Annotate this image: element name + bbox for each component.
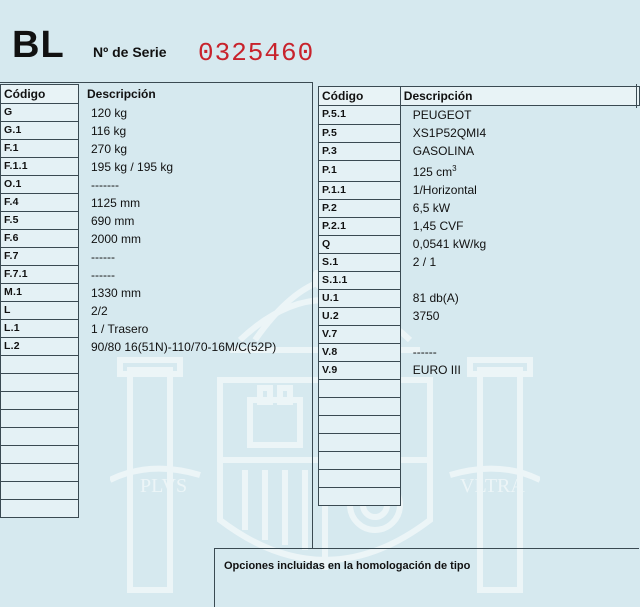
spec-value [400, 469, 639, 487]
table-row [1, 338, 328, 356]
spec-value [400, 124, 639, 142]
spec-value [79, 428, 328, 446]
spec-code: P.5.1 [319, 106, 401, 125]
spec-value [79, 482, 328, 500]
spec-code [1, 374, 79, 392]
table-row [1, 140, 328, 158]
spec-value [400, 142, 639, 160]
table-row [319, 199, 640, 217]
spec-code: V.7 [319, 325, 401, 343]
spec-code: P.1 [319, 160, 401, 181]
spec-code [319, 379, 401, 397]
spec-value-text: ------ [412, 345, 437, 359]
table-row [1, 122, 328, 140]
table-row [319, 160, 640, 181]
options-label: Opciones incluidas en la homologación de tipo [224, 560, 471, 572]
spec-value-superscript: 3 [452, 164, 457, 173]
table-row [1, 212, 328, 230]
table-row [1, 392, 328, 410]
spec-value [400, 217, 639, 235]
spec-code: F.5 [1, 212, 79, 230]
spec-code: P.3 [319, 142, 401, 160]
spec-value [79, 410, 328, 428]
spec-value [79, 176, 328, 194]
left-spec-rows [1, 104, 328, 518]
spec-value [400, 451, 639, 469]
right-code-header: Código [319, 87, 401, 106]
spec-value [400, 379, 639, 397]
spec-value [400, 361, 639, 379]
table-row [1, 158, 328, 176]
spec-value [400, 307, 639, 325]
spec-code [319, 469, 401, 487]
table-row [319, 124, 640, 142]
spec-code: U.2 [319, 307, 401, 325]
spec-code: G.1 [1, 122, 79, 140]
spec-value [79, 356, 328, 374]
spec-value-text: PEUGEOT [412, 108, 472, 122]
spec-value-text: 81 db(A) [412, 291, 459, 305]
spec-value [400, 181, 639, 199]
left-table-right-rule [312, 82, 313, 548]
spec-code: F.7.1 [1, 266, 79, 284]
serie-label: Nº de Serie [93, 44, 167, 60]
spec-code: O.1 [1, 176, 79, 194]
spec-value [79, 104, 328, 122]
spec-code [319, 397, 401, 415]
spec-value [400, 289, 639, 307]
spec-value [79, 248, 328, 266]
spec-value [79, 320, 328, 338]
left-header-rule [0, 82, 312, 83]
table-row [1, 104, 328, 122]
spec-code: V.8 [319, 343, 401, 361]
table-row [1, 374, 328, 392]
table-row [319, 487, 640, 505]
table-row [319, 433, 640, 451]
spec-value-text: 1/Horizontal [412, 183, 477, 197]
spec-value [400, 160, 639, 181]
spec-code [1, 482, 79, 500]
spec-value [79, 374, 328, 392]
spec-code: F.1.1 [1, 158, 79, 176]
serie-number: 0325460 [198, 38, 315, 68]
table-row [319, 289, 640, 307]
table-row [319, 142, 640, 160]
spec-code [1, 464, 79, 482]
spec-value [400, 397, 639, 415]
spec-code: F.6 [1, 230, 79, 248]
spec-value [79, 446, 328, 464]
table-row [1, 320, 328, 338]
spec-code [319, 451, 401, 469]
spec-value [79, 302, 328, 320]
spec-code [1, 428, 79, 446]
table-row [1, 230, 328, 248]
spec-code: V.9 [319, 361, 401, 379]
spec-code: P.2 [319, 199, 401, 217]
table-row [1, 428, 328, 446]
table-row [319, 217, 640, 235]
options-box [214, 548, 639, 607]
spec-code [1, 410, 79, 428]
table-row [1, 302, 328, 320]
table-row [1, 248, 328, 266]
spec-code: F.7 [1, 248, 79, 266]
spec-value-text: ------ [91, 267, 115, 282]
table-row [319, 307, 640, 325]
spec-code: G [1, 104, 79, 122]
spec-code: L [1, 302, 79, 320]
spec-value-text: 1330 mm [91, 285, 142, 300]
spec-code [319, 415, 401, 433]
spec-value [400, 325, 639, 343]
spec-value-text: 3750 [412, 309, 440, 323]
spec-value-text: ------- [91, 177, 119, 192]
spec-value-text: 2000 mm [91, 231, 142, 246]
table-row [1, 464, 328, 482]
table-row [319, 397, 640, 415]
spec-code: F.4 [1, 194, 79, 212]
spec-value-text: 6,5 kW [412, 201, 451, 215]
spec-value-text: ------ [91, 249, 115, 264]
table-row [319, 181, 640, 199]
right-spec-rows [319, 106, 640, 506]
spec-code [319, 487, 401, 505]
spec-value [400, 271, 639, 289]
spec-value-text: 1125 mm [91, 195, 141, 210]
table-row [1, 266, 328, 284]
spec-value [79, 140, 328, 158]
spec-code: S.1 [319, 253, 401, 271]
motto-right: VLTRA [460, 475, 525, 497]
spec-value-text: 690 mm [91, 213, 135, 228]
table-row [1, 482, 328, 500]
spec-value [400, 487, 639, 505]
spec-value-text: 120 kg [91, 105, 128, 120]
spec-value [79, 284, 328, 302]
spec-code [1, 392, 79, 410]
right-table-right-rule [636, 84, 637, 108]
spec-code [1, 356, 79, 374]
table-row [319, 379, 640, 397]
spec-code: S.1.1 [319, 271, 401, 289]
spec-code [1, 500, 79, 518]
spec-value [400, 433, 639, 451]
spec-value [400, 199, 639, 217]
spec-value [79, 392, 328, 410]
spec-value [79, 500, 328, 518]
spec-value-text: 1 / Trasero [91, 321, 149, 336]
spec-value-text: EURO III [412, 363, 461, 377]
table-row [1, 284, 328, 302]
table-row [319, 325, 640, 343]
spec-code: P.1.1 [319, 181, 401, 199]
spec-value-text: 2/2 [91, 303, 108, 318]
left-spec-table [0, 84, 328, 518]
table-row [319, 106, 640, 125]
spec-code: L.1 [1, 320, 79, 338]
spec-code: Q [319, 235, 401, 253]
table-row [319, 469, 640, 487]
spec-code [319, 433, 401, 451]
table-row [1, 500, 328, 518]
spec-value [400, 235, 639, 253]
spec-value [400, 343, 639, 361]
spec-value [79, 194, 328, 212]
motto-left: PLVS [140, 475, 188, 497]
table-row [1, 356, 328, 374]
spec-value-text: 116 kg [91, 123, 127, 138]
spec-code: M.1 [1, 284, 79, 302]
spec-value-text: 195 kg / 195 kg [91, 159, 174, 174]
spec-value-text: 270 kg [91, 141, 128, 156]
right-desc-header: Descripción [400, 87, 639, 106]
spec-value [79, 230, 328, 248]
spec-value [79, 212, 328, 230]
spec-value-text: 0,0541 kW/kg [412, 237, 487, 251]
table-row [1, 446, 328, 464]
spec-value [400, 415, 639, 433]
spec-code: F.1 [1, 140, 79, 158]
spec-code [1, 446, 79, 464]
table-row [319, 451, 640, 469]
spec-value-text: 125 cm [412, 165, 453, 179]
left-desc-header: Descripción [87, 87, 156, 101]
table-row [1, 176, 328, 194]
left-code-header: Código [1, 85, 79, 104]
right-spec-table [318, 86, 640, 506]
spec-code: P.2.1 [319, 217, 401, 235]
bl-logo: BL [12, 24, 65, 66]
table-row [319, 415, 640, 433]
spec-code: L.2 [1, 338, 79, 356]
spec-value [79, 338, 328, 356]
spec-code: P.5 [319, 124, 401, 142]
table-row [319, 235, 640, 253]
spec-value-text: XS1P52QMI4 [412, 126, 487, 140]
spec-value [79, 266, 328, 284]
spec-value [79, 158, 328, 176]
spec-value-text: 1,45 CVF [412, 219, 464, 233]
table-row [1, 410, 328, 428]
spec-value-text: 2 / 1 [412, 255, 437, 269]
spec-value [400, 253, 639, 271]
spec-value-text: 90/80 16(51N)-110/70-16M/C(52P) [91, 339, 277, 354]
table-row [319, 343, 640, 361]
table-row [319, 361, 640, 379]
spec-value [79, 464, 328, 482]
table-row [319, 271, 640, 289]
spec-value-text: GASOLINA [412, 144, 475, 158]
table-row [1, 194, 328, 212]
spec-code: U.1 [319, 289, 401, 307]
spec-value [79, 122, 328, 140]
table-row [319, 253, 640, 271]
spec-value [400, 106, 639, 125]
